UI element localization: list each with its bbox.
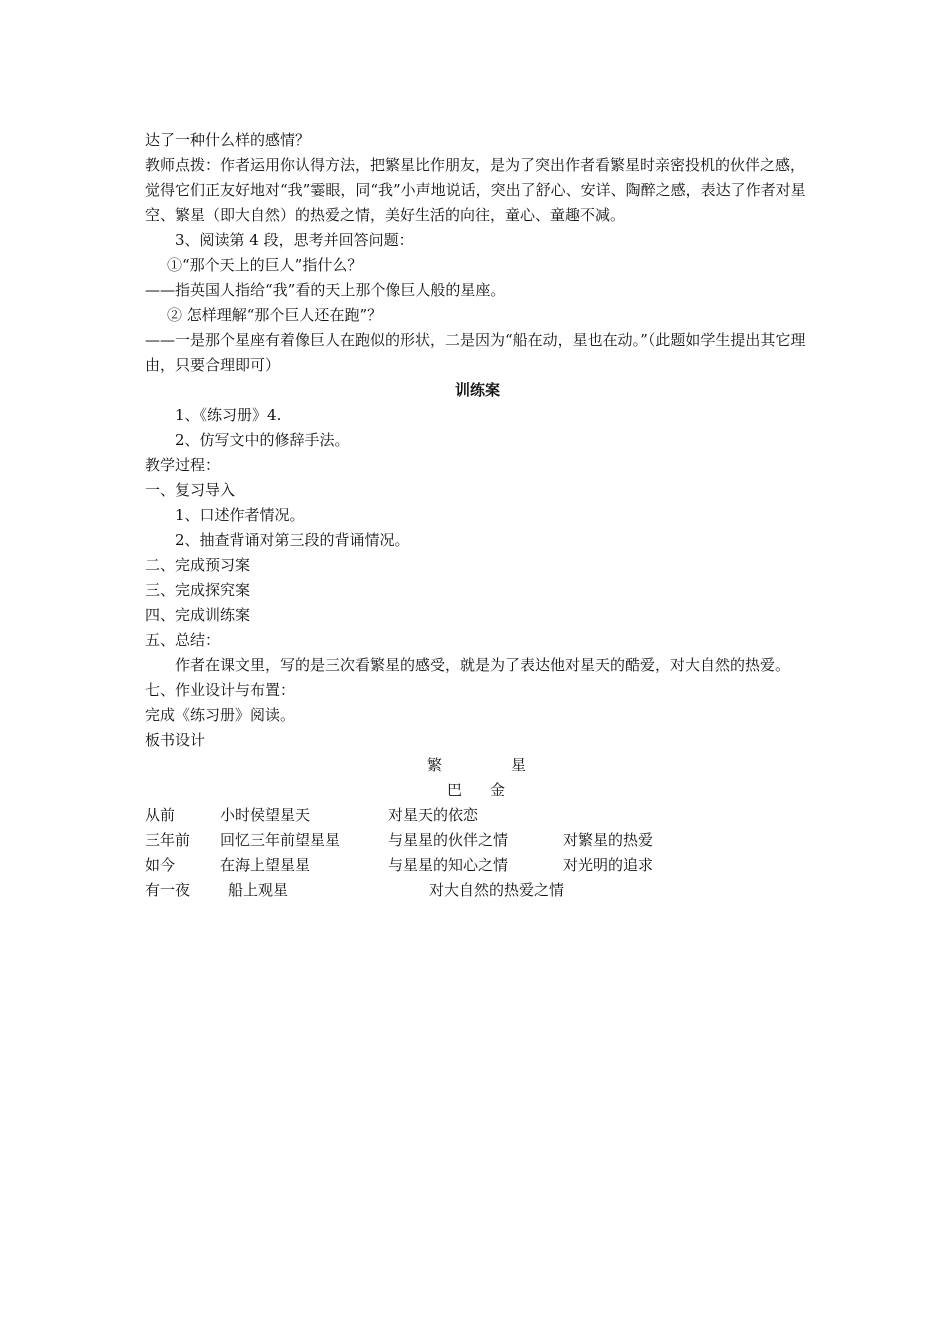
board-design-heading: 板书设计 bbox=[145, 731, 206, 749]
board-cell-time: 三年前 bbox=[145, 831, 191, 849]
teaching-process-heading: 教学过程： bbox=[145, 456, 221, 474]
step-3-heading: 三、完成探究案 bbox=[145, 581, 251, 599]
text-line: 达了一种什么样的感情？ bbox=[145, 131, 311, 149]
question-3: 3、阅读第 4 段，思考并回答问题： bbox=[175, 231, 414, 249]
step-5-heading: 五、总结： bbox=[145, 631, 221, 649]
board-title-char-2: 星 bbox=[511, 756, 527, 774]
board-row bbox=[145, 828, 810, 853]
board-row bbox=[145, 878, 810, 903]
summary-paragraph: 作者在课文里，写的是三次看繁星的感受，就是为了表达他对星天的酷爱，对大自然的热爱。 bbox=[175, 656, 791, 674]
board-cell-feeling: 对大自然的热爱之情 bbox=[429, 881, 565, 899]
step-1-item-1: 1、口述作者情况。 bbox=[175, 506, 305, 524]
board-cell-time: 如今 bbox=[145, 856, 176, 874]
answer-2: ——一是那个星座有着像巨人在跑似的形状，二是因为“船在动，星也在动。”（此题如学生提出其它理由，只要合理即可） bbox=[145, 331, 806, 374]
board-cell-time: 有一夜 bbox=[145, 881, 191, 899]
step-1-item-2: 2、抽查背诵对第三段的背诵情况。 bbox=[175, 531, 410, 549]
sub-question-2: ② 怎样理解“那个巨人还在跑”？ bbox=[167, 306, 383, 324]
board-cell-scene: 船上观星 bbox=[228, 881, 289, 899]
answer-1: ——指英国人指给“我”看的天上那个像巨人般的星座。 bbox=[145, 281, 506, 299]
homework-line: 完成《练习册》阅读。 bbox=[145, 706, 296, 724]
board-cell-feeling: 与星星的知心之情 bbox=[388, 856, 509, 874]
board-title bbox=[145, 753, 810, 778]
step-2-heading: 二、完成预习案 bbox=[145, 556, 251, 574]
board-cell-feeling: 与星星的伙伴之情 bbox=[388, 831, 509, 849]
board-cell-scene: 小时侯望星天 bbox=[220, 806, 311, 824]
step-4-heading: 四、完成训练案 bbox=[145, 606, 251, 624]
board-cell-scene: 回忆三年前望星星 bbox=[220, 831, 341, 849]
board-row bbox=[145, 803, 810, 828]
board-author bbox=[145, 778, 810, 803]
section-heading-training: 训练案 bbox=[454, 381, 500, 399]
training-item-2: 2、仿写文中的修辞手法。 bbox=[175, 431, 350, 449]
step-7-heading: 七、作业设计与布置： bbox=[145, 681, 296, 699]
teacher-guidance-paragraph: 教师点拨：作者运用你认得方法，把繁星比作朋友，是为了突出作者看繁星时亲密投机的伙伴之感，觉得它们正友好地对“我”霎眼，同“我”小声地说话，突出了舒心、安详、陶醉之感，表达了作者对星空、繁星（即大自然）的热爱之情，美好生活的向往，童心、童趣不减。 bbox=[145, 156, 806, 224]
board-title-char-1: 繁 bbox=[427, 756, 443, 774]
step-1-heading: 一、复习导入 bbox=[145, 481, 236, 499]
board-cell-scene: 在海上望星星 bbox=[220, 856, 311, 874]
board-row bbox=[145, 853, 810, 878]
sub-question-1: ①“那个天上的巨人”指什么？ bbox=[167, 256, 363, 274]
document-body bbox=[145, 128, 810, 903]
board-cell-theme: 对繁星的热爱 bbox=[563, 831, 654, 849]
training-item-1: 1、《练习册》4. bbox=[175, 406, 282, 424]
board-cell-time: 从前 bbox=[145, 806, 176, 824]
board-cell-theme: 对光明的追求 bbox=[563, 856, 654, 874]
board-author-char-1: 巴 bbox=[447, 781, 463, 799]
board-cell-feeling: 对星天的依恋 bbox=[388, 806, 479, 824]
board-author-char-2: 金 bbox=[490, 781, 506, 799]
